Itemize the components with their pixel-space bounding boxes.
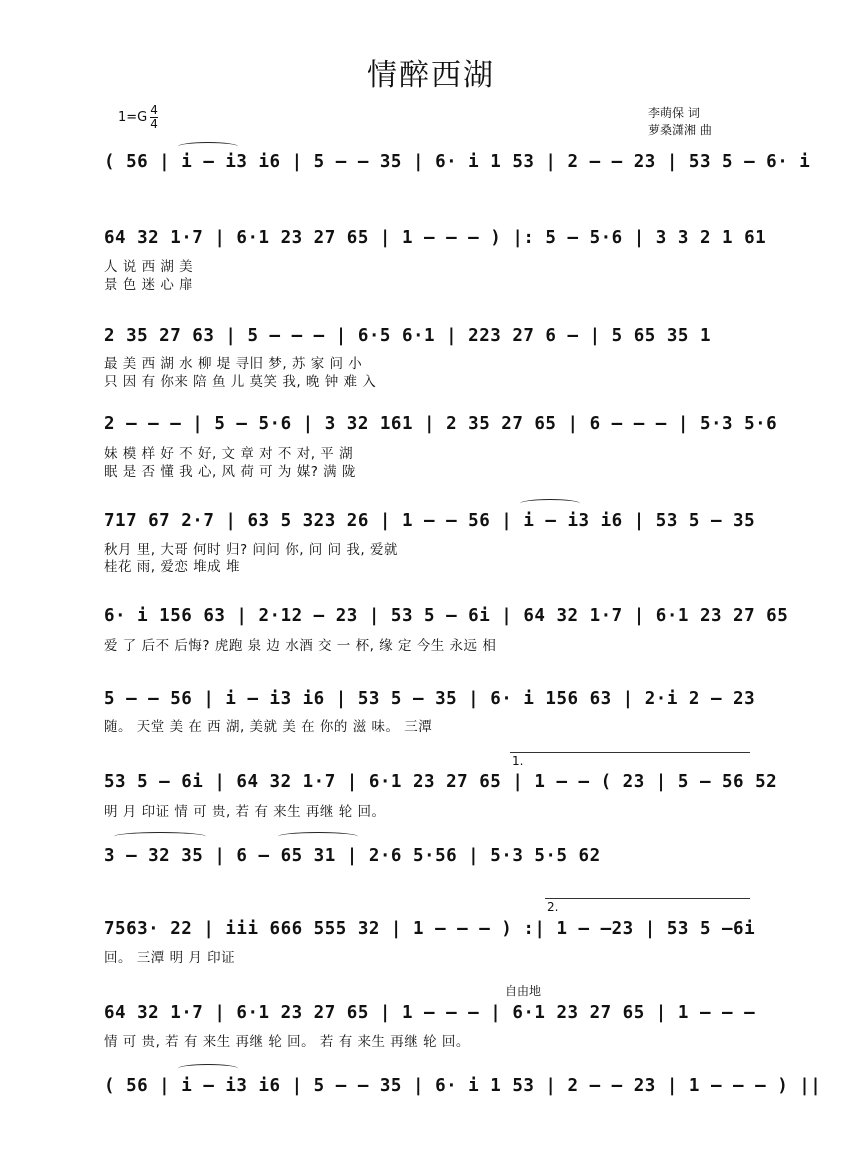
volta-1-label: 1. (512, 754, 524, 768)
key-label: 1=G (118, 110, 148, 125)
notation-line: 2 35 27 63 | 5 – – – | 6·5 6·1 | 223 27 6 – | 5 65 35 1 (104, 326, 711, 346)
volta-2-label: 2. (547, 900, 559, 914)
notation-line: 3 – 32 35 | 6 – 65 31 | 2·6 5·56 | 5·3 5·5 62 (104, 846, 601, 866)
meter-top: 4 (150, 103, 158, 117)
tempo-mark: 自由地 (505, 984, 542, 998)
volta-bracket (510, 752, 750, 753)
lyric-line: 爱 了 后不 后悔? 虎跑 泉 边 水酒 交 一 杯, 缘 定 今生 永远 相 (104, 638, 497, 654)
notation-line: 7563· 22 | iii 666 555 32 | 1 – – – ) :| 1 – –23 | 53 5 –6i (104, 919, 756, 939)
notation-line: 64 32 1·7 | 6·1 23 27 65 | 1 – – – ) |: 5 – 5·6 | 3 3 2 1 61 (104, 228, 767, 248)
meter-bottom: 4 (150, 117, 158, 131)
lyric-line: 只 因 有 你来 陪 鱼 儿 莫笑 我, 晚 钟 难 入 (104, 374, 377, 390)
volta-bracket (545, 898, 750, 899)
notation-line: 717 67 2·7 | 63 5 323 26 | 1 – – 56 | i – i3 i6 | 53 5 – 35 (104, 511, 756, 531)
lyric-line: 秋月 里, 大哥 何时 归? 问问 你, 问 问 我, 爱就 (104, 542, 398, 558)
lyric-line: 眠 是 否 懂 我 心, 风 荷 可 为 媒? 满 陇 (104, 464, 356, 480)
notation-line: 6· i 156 63 | 2·12 – 23 | 53 5 – 6i | 64 32 1·7 | 6·1 23 27 65 (104, 606, 789, 626)
lyric-line: 妹 模 样 好 不 好, 文 章 对 不 对, 平 湖 (104, 446, 354, 462)
notation-line: ( 56 | i – i3 i6 | 5 – – 35 | 6· i 1 53 | 2 – – 23 | 53 5 – 6· i (104, 152, 811, 172)
notation-line: 64 32 1·7 | 6·1 23 27 65 | 1 – – – | 6·1 23 27 65 | 1 – – – (104, 1003, 756, 1023)
slur (178, 142, 238, 151)
slur (114, 832, 206, 841)
lyric-line: 景 色 迷 心 扉 (104, 277, 194, 293)
lyric-line: 回。 三潭 明 月 印证 (104, 950, 236, 966)
composer-credit: 萝桑潇湘 曲 (648, 123, 712, 137)
lyric-line: 人 说 西 湖 美 (104, 259, 194, 275)
notation-line: 53 5 – 6i | 64 32 1·7 | 6·1 23 27 65 | 1 – – ( 23 | 5 – 56 52 (104, 772, 778, 792)
lyric-line: 随。 天堂 美 在 西 湖, 美就 美 在 你的 滋 味。 三潭 (104, 719, 433, 735)
lyricist-credit: 李萌保 词 (648, 106, 700, 120)
lyric-line: 情 可 贵, 若 有 来生 再继 轮 回。 若 有 来生 再继 轮 回。 (104, 1034, 470, 1050)
notation-line: 5 – – 56 | i – i3 i6 | 53 5 – 35 | 6· i 156 63 | 2·i 2 – 23 (104, 689, 756, 709)
notation-line: ( 56 | i – i3 i6 | 5 – – 35 | 6· i 1 53 | 2 – – 23 | 1 – – – ) || (104, 1076, 822, 1096)
time-signature (150, 104, 158, 131)
notation-line: 2 – – – | 5 – 5·6 | 3 32 161 | 2 35 27 65 | 6 – – – | 5·3 5·6 (104, 414, 778, 434)
lyric-line: 最 美 西 湖 水 柳 堤 寻旧 梦, 苏 家 问 小 (104, 356, 363, 372)
key-signature (118, 104, 158, 131)
slur (520, 499, 580, 508)
lyric-line: 桂花 雨, 爱恋 堆成 堆 (104, 559, 240, 575)
slur (278, 832, 358, 841)
song-title: 情醉西湖 (367, 58, 495, 93)
lyric-line: 明 月 印证 情 可 贵, 若 有 来生 再继 轮 回。 (104, 804, 386, 820)
slur (178, 1064, 238, 1073)
